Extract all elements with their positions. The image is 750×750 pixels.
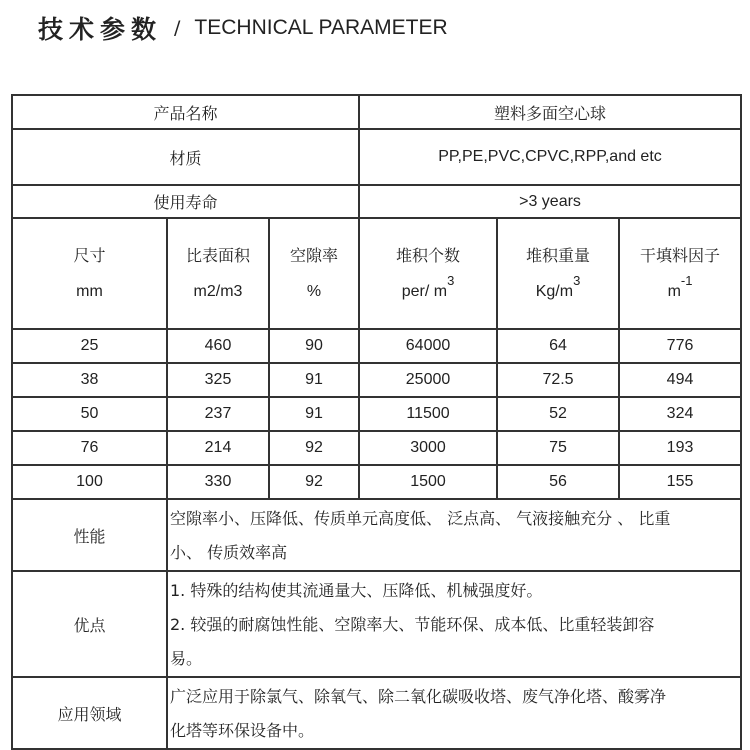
column-header-surface-area: 比表面积 m2/m3	[167, 218, 269, 329]
title-separator: /	[174, 17, 181, 39]
info-row-product-name	[12, 95, 741, 129]
info-row-material	[12, 129, 741, 185]
info-label: 材质	[12, 129, 359, 185]
info-row-service-life	[12, 185, 741, 218]
detail-row-applications	[12, 677, 741, 749]
info-value: >3 years	[359, 185, 741, 218]
table-row: 25 460 90 64000 64 776	[12, 329, 741, 363]
table-row: 76 214 92 3000 75 193	[12, 431, 741, 465]
detail-text: 空隙率小、压降低、传质单元高度低、 泛点高、 气液接触充分 、 比重 小、 传质效率高	[167, 499, 741, 571]
detail-label: 应用领域	[12, 677, 167, 749]
info-value: PP,PE,PVC,CPVC,RPP,and etc	[359, 129, 741, 185]
detail-text: 广泛应用于除氯气、除氧气、除二氧化碳吸收塔、废气净化塔、酸雾净 化塔等环保设备中。	[167, 677, 741, 749]
detail-row-advantages	[12, 571, 741, 677]
info-label: 产品名称	[12, 95, 359, 129]
info-value: 塑料多面空心球	[359, 95, 741, 129]
table-row: 38 325 91 25000 72.5 494	[12, 363, 741, 397]
table-row: 100 330 92 1500 56 155	[12, 465, 741, 499]
spec-table	[11, 94, 742, 750]
detail-text: 1. 特殊的结构使其流通量大、压降低、机械强度好。 2. 较强的耐腐蚀性能、空隙率大、节能环保、成本低、比重轻装卸容 易。	[167, 571, 741, 677]
info-label: 使用寿命	[12, 185, 359, 218]
detail-row-performance	[12, 499, 741, 571]
detail-label: 优点	[12, 571, 167, 677]
column-header-size: 尺寸 mm	[12, 218, 167, 329]
title-chinese: 技术参数	[38, 15, 163, 44]
column-header-packing-number: 堆积个数 per/ $m^3$	[359, 218, 497, 329]
detail-label: 性能	[12, 499, 167, 571]
column-header-packing-weight: 堆积重量 $Kg/m^3$	[497, 218, 619, 329]
column-header-dry-packing-factor: 干填料因子 $m^{-1}$	[619, 218, 741, 329]
column-header-row	[12, 218, 741, 329]
table-row: 50 237 91 11500 52 324	[12, 397, 741, 431]
column-header-void-ratio: 空隙率 %	[269, 218, 359, 329]
section-title	[38, 8, 448, 48]
title-english: TECHNICAL PARAMETER	[194, 16, 448, 39]
